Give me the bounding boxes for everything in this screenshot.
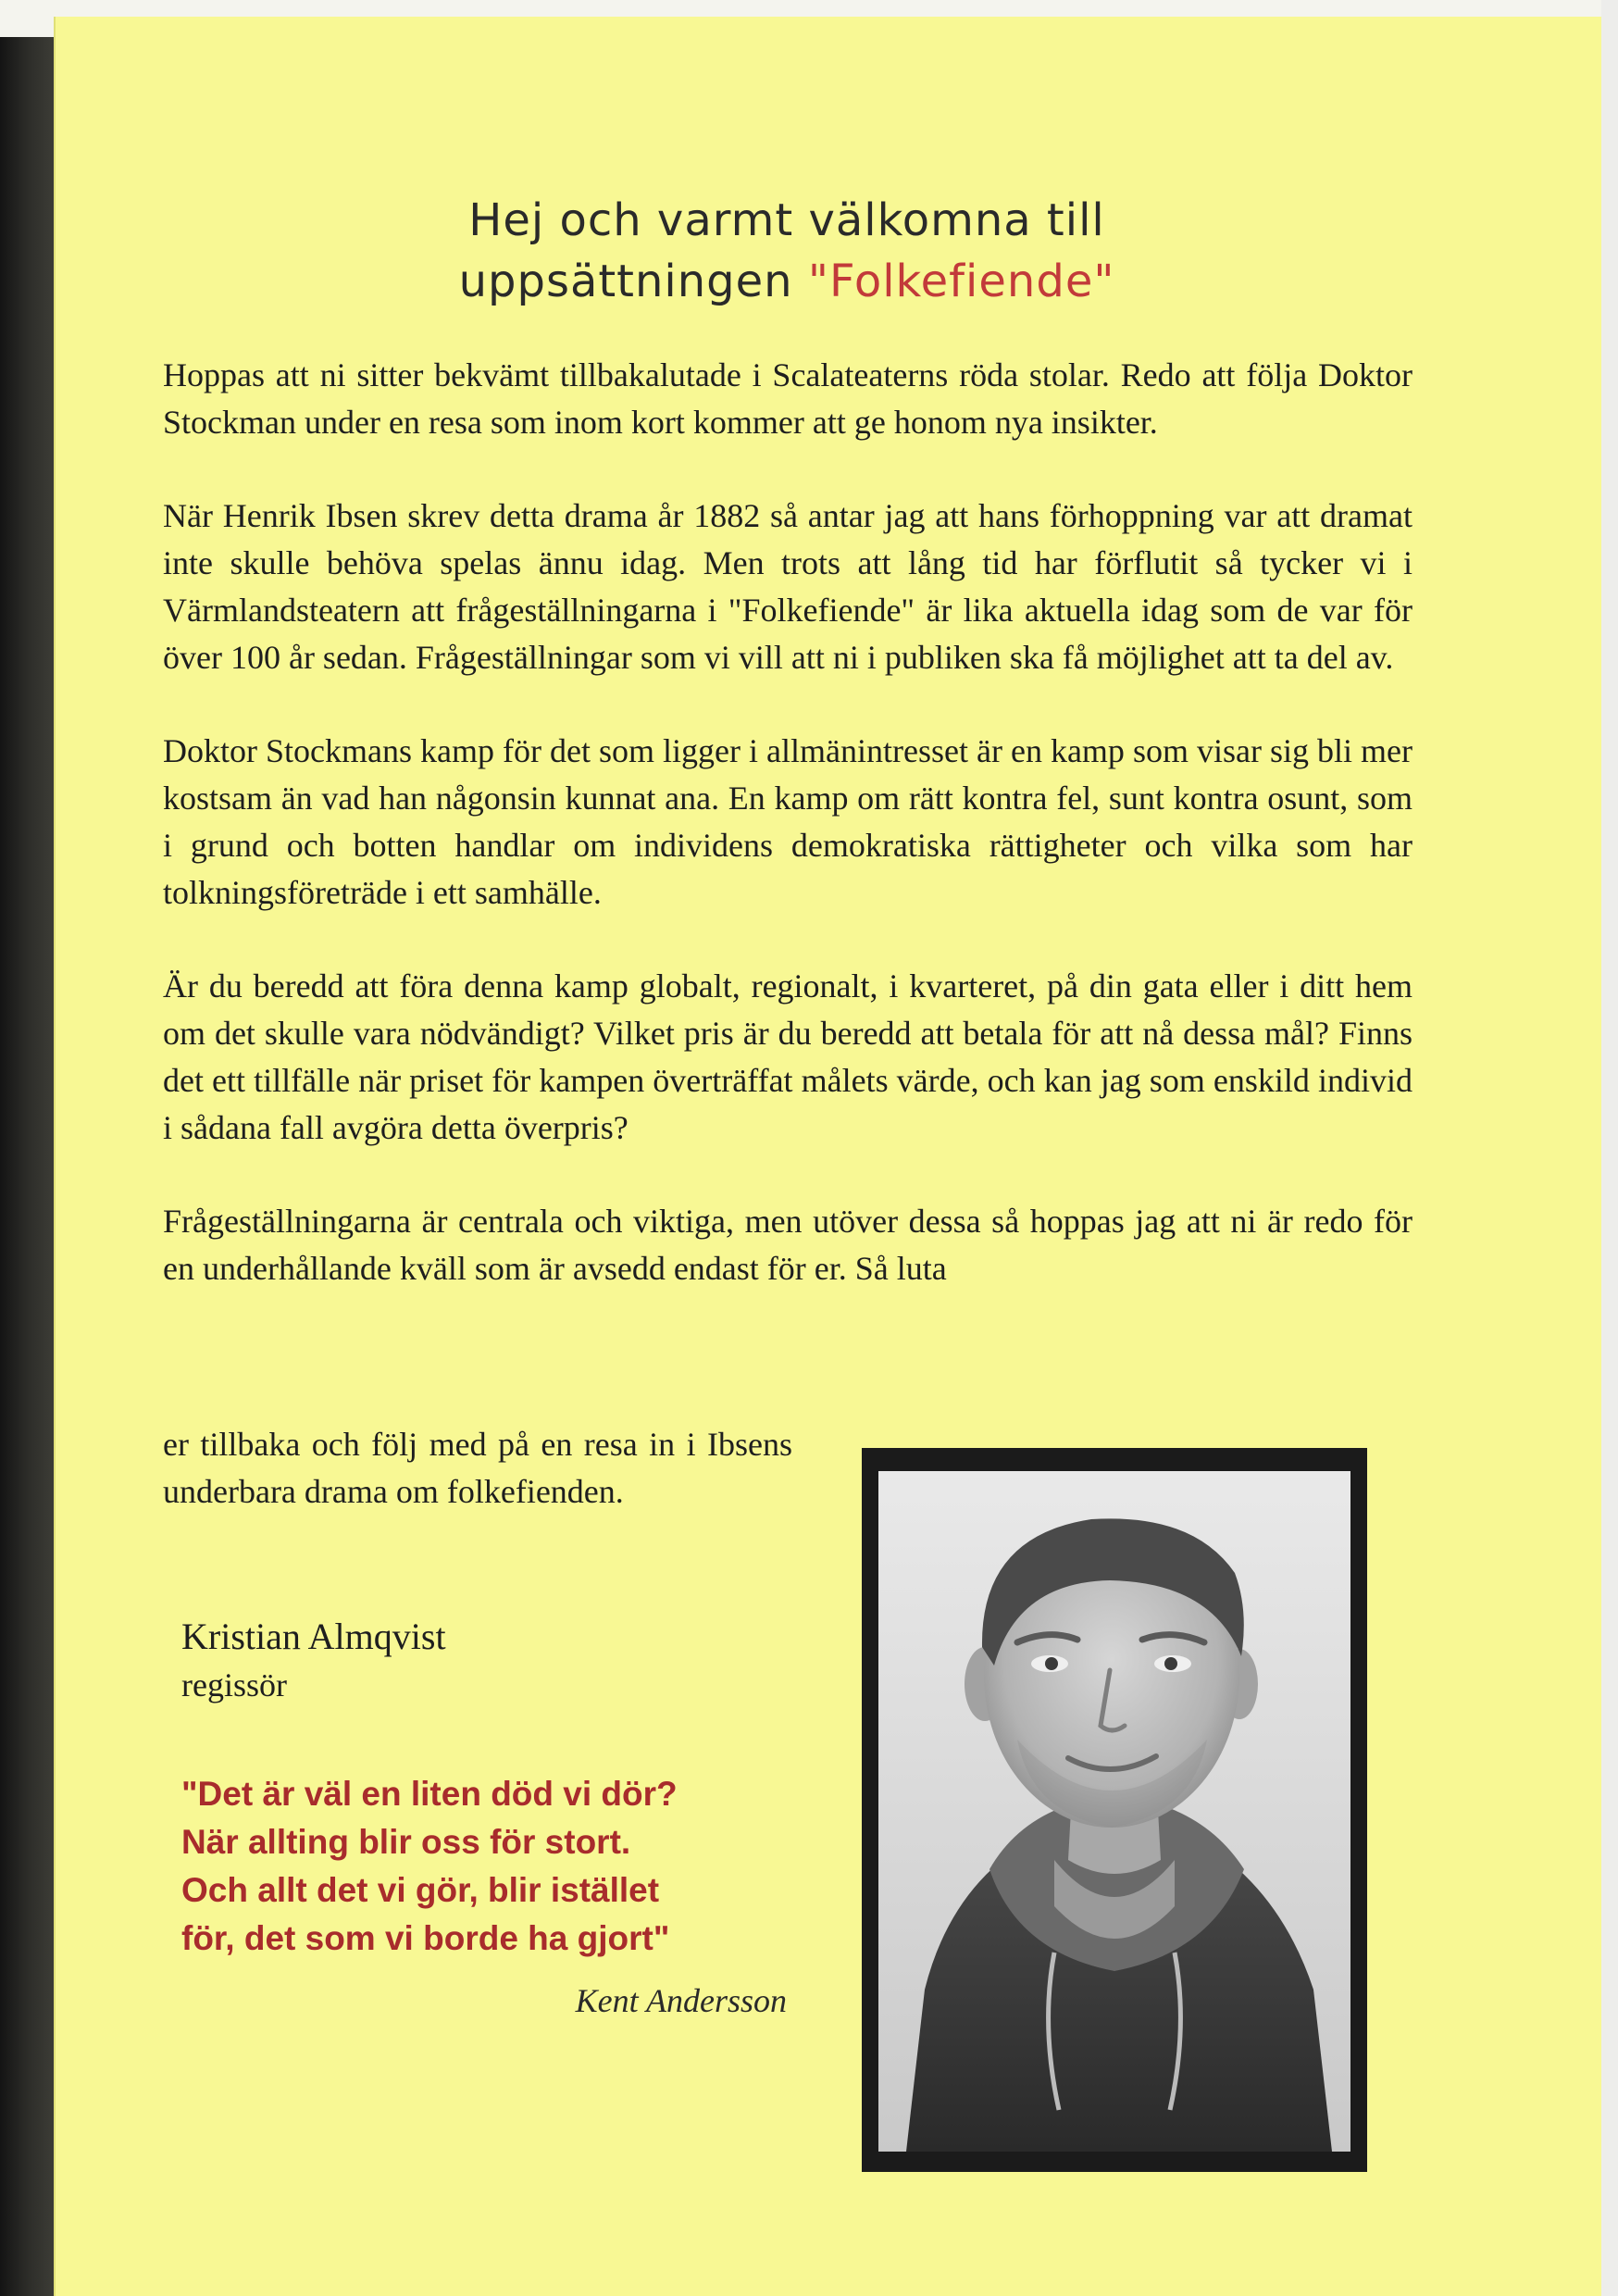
page-heading xyxy=(259,190,1314,312)
quote-line: Och allt det vi gör, blir istället xyxy=(181,1871,660,1909)
paragraph-2: När Henrik Ibsen skrev detta drama år 1882 så antar jag att hans förhoppning var att dramat inte skulle behöva spelas ännu idag. Men trots att lång tid har förflutit så tycker vi i Värmlandsteatern att frågeställningarna i "Folkefiende" är lika aktuella idag som de var för över 100 år sedan. Frågeställningar som vi vill att ni i publiken ska få möjlighet att ta del av. xyxy=(163,497,1413,676)
director-name: Kristian Almqvist xyxy=(181,1616,446,1657)
director-portrait xyxy=(878,1471,1350,2152)
heading-prefix: uppsättningen xyxy=(458,256,808,307)
play-title: "Folkefiende" xyxy=(807,256,1115,307)
paragraph-5-continued: er tillbaka och följ med på en resa in i Ibsens underbara drama om folkefienden. xyxy=(163,1426,792,1510)
quote-line: för, det som vi borde ha gjort" xyxy=(181,1919,670,1957)
signature xyxy=(181,1612,446,1708)
paragraph-3: Doktor Stockmans kamp för det som ligger i allmänintresset är en kamp som visar sig bli mer kostsam än vad han någonsin kunnat ana. En kamp om rätt kontra fel, sunt kontra osunt, som i grund och botten handlar om individens demokratiska rättigheter och vilka som har tolkningsföreträde i ett samhälle. xyxy=(163,732,1413,911)
paragraph-1: Hoppas att ni sitter bekvämt tillbakalutade i Scalateaterns röda stolar. Redo att följa Doktor Stockman under en resa som inom kort kommer att ge honom nya insikter. xyxy=(163,356,1413,441)
paragraph-4: Är du beredd att föra denna kamp globalt, regionalt, i kvarteret, på din gata eller i ditt hem om det skulle vara nödvändigt? Vilket pris är du beredd att betala för att nå dessa mål? Finns det ett tillfälle när priset för kampen överträffat målets värde, och kan jag som enskild individ i sådana fall avgöra detta överpris? xyxy=(163,967,1413,1146)
paragraph-5: Frågeställningarna är centrala och viktiga, men utöver dessa så hoppas jag att ni är redo för en underhållande kväll som är avsedd endast för er. Så luta xyxy=(163,1203,1413,1287)
heading-line-1: Hej och varmt välkomna till xyxy=(468,194,1105,246)
quote xyxy=(181,1770,829,1963)
heading-line-2 xyxy=(259,251,1314,312)
quote-line: "Det är väl en liten död vi dör? xyxy=(181,1775,678,1813)
binding-edge xyxy=(0,37,54,2296)
quote-line: När allting blir oss för stort. xyxy=(181,1823,631,1861)
portrait-frame xyxy=(862,1448,1367,2172)
welcome-text xyxy=(163,352,1413,1339)
scan-margin xyxy=(1601,0,1618,2296)
quote-author: Kent Andersson xyxy=(575,1982,787,2019)
director-role: regissör xyxy=(181,1666,287,1703)
